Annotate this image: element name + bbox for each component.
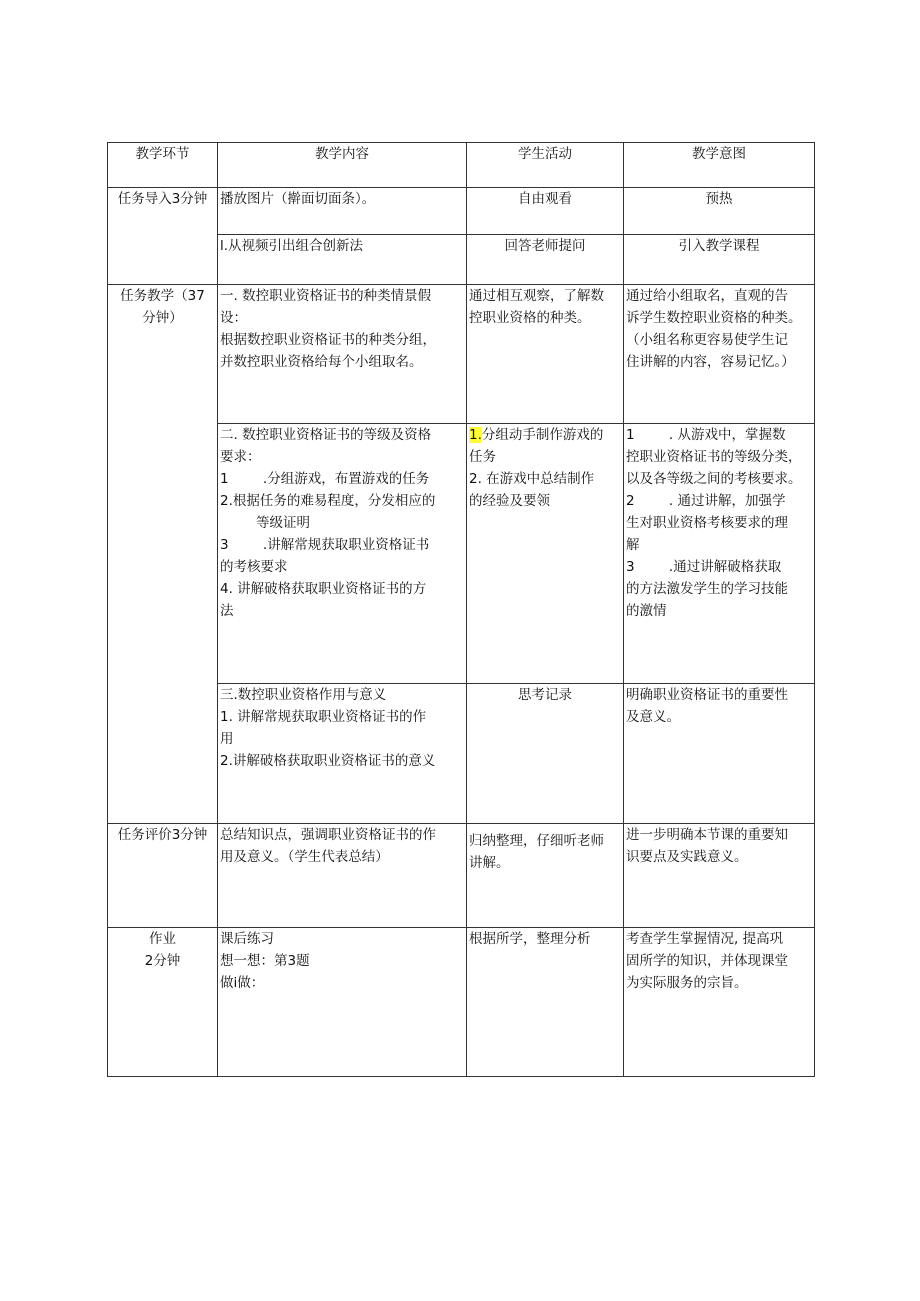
homework-content: 课后练习 想一想：第3题 做i做：	[218, 928, 467, 1077]
stage-teaching	[108, 285, 218, 824]
header-content: 教学内容	[218, 143, 467, 188]
homework-intent: 考查学生掌握情况, 提高巩 固所学的知识，并体现课堂 为实际服务的宗旨。	[624, 928, 815, 1077]
evaluation-activity: 归纳整理，仔细听老师 讲解。	[467, 824, 624, 928]
table-row	[108, 188, 815, 235]
teaching-activity-1: 通过相互观察，了解数 控职业资格的种类。	[467, 285, 624, 424]
stage-intro: 任务导入3分钟	[108, 188, 218, 285]
intro-activity-2: 回答老师提问	[467, 235, 624, 285]
teaching-intent-3: 明确职业资格证书的重要性 及意义。	[624, 684, 815, 824]
intro-activity-1: 自由观看	[467, 188, 624, 235]
table-row	[108, 285, 815, 424]
highlight-mark: 1.	[469, 427, 482, 443]
header-row	[108, 143, 815, 188]
table-row	[108, 928, 815, 1077]
teaching-content-2: 二. 数控职业资格证书的等级及资格 要求： 1 .分组游戏，布置游戏的任务 2.根据任务的难易程度，分发相应的 等级证明 3 .讲解常规获取职业资格证书 的考核要求 4. 讲解破格获取职业资格证书的方 法	[218, 424, 467, 684]
evaluation-content: 总结知识点，强调职业资格证书的作 用及意义。（学生代表总结）	[218, 824, 467, 928]
stage-teaching-line2: 分钟）	[142, 310, 183, 326]
stage-homework	[108, 928, 218, 1077]
header-stage: 教学环节	[108, 143, 218, 188]
stage-homework-line2: 2分钟	[144, 953, 181, 969]
teaching-intent-2: 1 . 从游戏中，掌握数 控职业资格证书的等级分类， 以及各等级之间的考核要求。 2 . 通过讲解，加强学 生对职业资格考核要求的理 解 3 .通过讲解破格获取 的方法激发学生的学习技能 的激情	[624, 424, 815, 684]
stage-homework-line1: 作业	[149, 931, 176, 947]
teaching-activity-3: 思考记录	[467, 684, 624, 824]
intro-intent-2: 引入教学课程	[624, 235, 815, 285]
teaching-content-1: 一. 数控职业资格证书的种类情景假 设： 根据数控职业资格证书的种类分组， 并数控职业资格给每个小组取名。	[218, 285, 467, 424]
stage-teaching-line1: 任务教学（37	[120, 288, 205, 304]
evaluation-intent: 进一步明确本节课的重要知 识要点及实践意义。	[624, 824, 815, 928]
intro-content-2: l.从视频引出组合创新法	[218, 235, 467, 285]
homework-activity: 根据所学，整理分析	[467, 928, 624, 1077]
table-row	[108, 824, 815, 928]
stage-evaluation: 任务评价3分钟	[108, 824, 218, 928]
teaching-content-3: 三.数控职业资格作用与意义 1. 讲解常规获取职业资格证书的作 用 2.讲解破格获取职业资格证书的意义	[218, 684, 467, 824]
teaching-intent-1: 通过给小组取名，直观的告 诉学生数控职业资格的种类。 （小组名称更容易使学生记 住讲解的内容，容易记忆。）	[624, 285, 815, 424]
lesson-plan-table	[107, 142, 815, 1077]
header-activity: 学生活动	[467, 143, 624, 188]
intro-content-1: 播放图片（擀面切面条）。	[218, 188, 467, 235]
header-intent: 教学意图	[624, 143, 815, 188]
intro-intent-1: 预热	[624, 188, 815, 235]
teaching-activity-2: 1.分组动手制作游戏的 任务 2. 在游戏中总结制作 的经验及要领	[467, 424, 624, 684]
